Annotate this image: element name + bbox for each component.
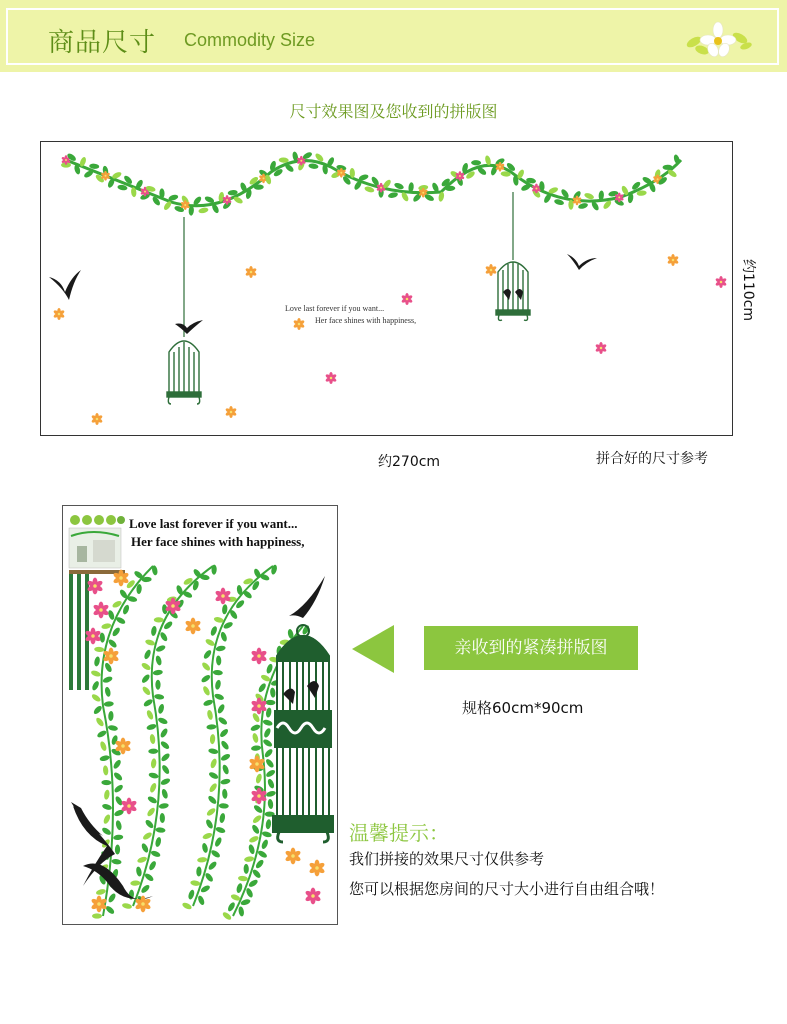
leaf [255, 859, 265, 870]
leaf [161, 764, 171, 775]
leaf [279, 157, 289, 163]
leaf [107, 609, 115, 620]
flower-decoration-icon [680, 20, 756, 60]
leaf [197, 895, 206, 906]
leaf [140, 662, 151, 672]
preview-illustration [41, 142, 733, 436]
scatter-flower-icon [325, 372, 337, 384]
leaf [155, 644, 166, 653]
leaf [150, 850, 161, 859]
leaf [142, 831, 153, 841]
leaf [146, 723, 157, 731]
leaf [215, 645, 226, 652]
birdcage-left-icon [167, 341, 201, 404]
leaf [253, 804, 264, 814]
leaf [141, 685, 151, 696]
bird-in-cage-2-icon [515, 289, 523, 300]
leaf [217, 716, 228, 726]
leaf [219, 803, 229, 809]
leaf [261, 830, 272, 838]
leaf [94, 646, 104, 652]
leaf [265, 769, 276, 779]
leaf [262, 738, 273, 748]
leaf [92, 705, 103, 716]
leaf [236, 883, 244, 894]
leaf [159, 631, 169, 642]
leaf [159, 727, 169, 738]
product-thumbnail [69, 515, 125, 568]
leaf [208, 748, 219, 755]
leaf [103, 765, 109, 775]
leaf [257, 849, 268, 859]
height-label: 约110cm [740, 258, 756, 322]
leaf [222, 789, 228, 799]
leaf [91, 680, 100, 691]
sheet-flower-icon [185, 618, 202, 635]
leaf [113, 771, 124, 782]
scatter-flower-icon [485, 264, 497, 276]
leaf [255, 773, 263, 784]
leaf [111, 858, 122, 865]
header-subtitle: Commodity Size [184, 30, 316, 50]
leaf [114, 795, 124, 806]
leaf [197, 857, 207, 863]
sticker-sheet [62, 505, 338, 925]
preview-quote-line1: Love last forever if you want... [285, 304, 385, 313]
leaf [222, 604, 228, 614]
leaf [102, 813, 111, 824]
leaf [143, 649, 152, 660]
leaf [203, 699, 214, 707]
leaf [91, 693, 102, 703]
sheet-quote-line1: Love last forever if you want... [129, 516, 298, 531]
header-band [0, 0, 787, 72]
leaf [148, 749, 158, 754]
scatter-flower-icon [225, 406, 237, 418]
leaf [207, 795, 218, 806]
leaf [146, 806, 156, 817]
leaf [144, 819, 155, 830]
leaf [206, 709, 213, 720]
leaf [196, 866, 202, 876]
leaf [95, 888, 106, 896]
leaf [158, 802, 169, 809]
leaf [149, 734, 156, 745]
leaf [201, 842, 208, 853]
scatter-flower-icon [91, 413, 103, 425]
leaf [122, 902, 133, 909]
leaf [244, 864, 249, 874]
leaf [181, 901, 192, 910]
leaf [160, 777, 171, 786]
tips-line2: 您可以根据您房间的尺寸大小进行自由组合哦！ [349, 880, 665, 898]
leaf [265, 790, 276, 798]
birdcage-right-icon [496, 262, 530, 320]
bird-right-icon [567, 254, 597, 270]
leaf [252, 732, 260, 743]
leaf [113, 834, 124, 840]
section-title: 尺寸效果图及您收到的拼版图 [289, 102, 498, 121]
left-arrow-icon [352, 625, 394, 673]
received-layout-label: 亲收到的紧凑拼版图 [424, 626, 638, 670]
strip-1 [69, 574, 73, 690]
tips-title: 温馨提示： [349, 821, 449, 845]
width-label: 约270cm [378, 454, 441, 470]
leaf [244, 856, 255, 863]
leaf [210, 625, 219, 636]
leaf [267, 778, 276, 789]
leaf [221, 911, 232, 921]
leaf [220, 740, 230, 751]
scatter-flower-icon [293, 318, 305, 330]
leaf [187, 889, 195, 900]
leaf [151, 626, 158, 637]
leaf [202, 685, 211, 696]
big-birdcage-icon [273, 625, 333, 842]
leaf [251, 824, 261, 835]
leaf [204, 872, 214, 883]
leaf [257, 682, 267, 693]
leaf [107, 724, 118, 731]
leaf [214, 693, 225, 701]
leaf [568, 200, 573, 210]
leaf [104, 701, 114, 707]
leaf [107, 892, 117, 903]
sheet-flower-icon [309, 860, 326, 877]
leaf [160, 813, 166, 823]
leaf [103, 789, 110, 800]
bird-in-cage-1-icon [503, 289, 511, 300]
leaf [219, 813, 226, 824]
leaf [267, 799, 274, 810]
leaf [130, 880, 140, 886]
leaf [213, 670, 223, 676]
leaf [145, 639, 156, 647]
leaf [210, 849, 221, 859]
leaf [159, 740, 170, 750]
bird-cage-top-icon [175, 320, 203, 334]
leaf [102, 675, 113, 683]
leaf [183, 577, 194, 587]
leaf [204, 638, 215, 648]
leaf [202, 649, 212, 660]
leaf [141, 673, 151, 684]
assembled-preview [40, 141, 733, 436]
sheet-flower-icon [285, 848, 302, 865]
leaf [108, 711, 114, 721]
scatter-flower-icon [715, 276, 727, 288]
leaf [238, 906, 245, 917]
leaf [215, 826, 226, 834]
sheet-illustration [63, 506, 338, 925]
header-title: 商品尺寸 [48, 28, 157, 58]
leaf [270, 564, 278, 575]
scatter-flower-icon [595, 342, 607, 354]
leaf [101, 780, 111, 786]
sheet-flower-icon [305, 888, 322, 905]
leaf [135, 866, 142, 877]
leaf [248, 835, 259, 844]
leaf [206, 724, 216, 730]
leaf [308, 163, 319, 170]
leaf [154, 694, 165, 701]
leaf [104, 686, 111, 697]
sheet-spec-label: 规格60cm*90cm [462, 699, 584, 717]
leaf [148, 772, 159, 780]
leaf [214, 679, 221, 690]
leaf [202, 832, 213, 841]
leaf [113, 783, 124, 793]
header-inner [6, 8, 779, 65]
leaf [251, 868, 262, 879]
leaf [154, 617, 164, 622]
leaf [219, 728, 230, 739]
leaf [143, 698, 154, 708]
leaf [248, 844, 256, 855]
leaf [207, 860, 218, 871]
leaf [238, 875, 249, 881]
height-dimension [735, 250, 765, 330]
leaf [214, 836, 223, 847]
size-reference-label: 拼合好的尺寸参考 [596, 451, 708, 467]
leaf [206, 807, 217, 817]
leaf [388, 191, 399, 198]
leaf [216, 655, 222, 665]
leaf [99, 632, 105, 642]
leaf [90, 669, 101, 677]
leaf [140, 842, 149, 853]
leaf [201, 661, 212, 672]
leaf [265, 663, 273, 674]
scatter-flower-icon [245, 266, 257, 278]
leaf [146, 709, 155, 720]
leaf [161, 788, 169, 799]
scatter-flower-icon [667, 254, 679, 266]
leaf [149, 782, 158, 793]
leaf [101, 623, 112, 630]
leaf [220, 631, 228, 642]
leaf [155, 827, 165, 833]
sheet-vine [102, 566, 153, 916]
bird-sheet-top-icon [289, 576, 325, 618]
leaf [99, 755, 110, 762]
leaf [157, 703, 165, 714]
leaf [155, 680, 160, 690]
leaf [95, 716, 105, 727]
tips-line1: 我们拼接的效果尺寸仅供参考 [349, 850, 545, 868]
leaf [190, 880, 201, 887]
leaf [265, 758, 275, 769]
leaf [209, 758, 217, 769]
leaf [263, 727, 272, 738]
sheet-flower-icon [215, 588, 232, 605]
leaf [115, 820, 123, 831]
sheet-flower-icon [251, 648, 268, 665]
strip-2 [77, 574, 81, 690]
leaf [147, 795, 158, 805]
leaf [157, 717, 168, 726]
leaf [137, 856, 148, 864]
leaf [252, 814, 263, 824]
leaf [101, 803, 112, 811]
leaf [200, 674, 211, 684]
leaf [262, 719, 273, 727]
leaf [208, 771, 219, 780]
scattered-flowers [53, 254, 727, 425]
leaf [260, 839, 269, 850]
leaf [270, 687, 276, 697]
leaf [148, 860, 158, 871]
leaf [93, 656, 100, 667]
scatter-flower-icon [53, 308, 65, 320]
leaf [96, 729, 107, 739]
leaf [99, 741, 108, 752]
leaf [107, 638, 118, 649]
leaf [160, 752, 171, 763]
leaf [221, 764, 229, 775]
leaf [205, 818, 215, 829]
leaf [155, 837, 162, 848]
leaf [265, 819, 272, 830]
leaf [92, 913, 102, 918]
leaf [101, 826, 112, 836]
leaf [263, 748, 274, 759]
leaf [265, 700, 275, 706]
leaf [245, 887, 254, 898]
scatter-flower-icon [401, 293, 413, 305]
leaf [216, 703, 225, 714]
leaf [152, 669, 163, 676]
leaf [210, 734, 216, 744]
sheet-flower-icon [87, 578, 104, 595]
leaf [198, 207, 209, 214]
leaf [115, 844, 120, 854]
leaf [208, 782, 218, 793]
leaf [150, 758, 156, 769]
sheet-quote-line2: Her face shines with happiness, [131, 534, 305, 549]
leaf [584, 192, 595, 200]
leaf [155, 655, 163, 666]
leaf [251, 745, 262, 751]
bird-left-icon [49, 270, 81, 300]
leaf [112, 759, 122, 770]
leaf [250, 723, 261, 732]
leaf [220, 778, 231, 785]
leaf [220, 753, 231, 762]
leaf [105, 905, 116, 915]
sheet-flower-icon [93, 602, 110, 619]
preview-quote-line2: Her face shines with happiness, [315, 316, 417, 325]
leaf [471, 160, 481, 165]
